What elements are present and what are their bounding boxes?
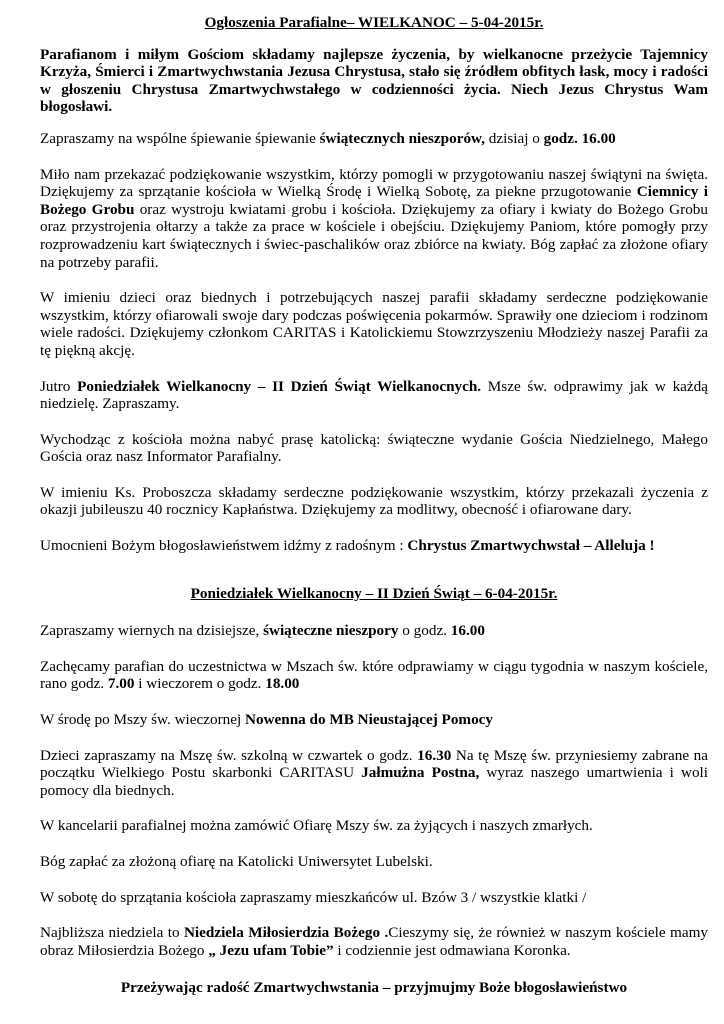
text: Dzieci zapraszamy na Mszę św. szkolną w czwartek o godz. (40, 746, 418, 764)
bold-text: 7.00 (107, 675, 135, 693)
bold-text: Jałmużna Postna, (361, 764, 480, 782)
bold-text: 18.00 (265, 675, 300, 693)
office-paragraph: W kancelarii parafialnej można zamówić Ofiarę Mszy św. za żyjących i naszych zmarłych. (40, 817, 593, 835)
bold-text: świąteczne nieszpory (263, 622, 399, 640)
children-mass-paragraph (40, 747, 708, 800)
bold-text: Poniedziałek Wielkanocny – II Dzień Świąt Wielkanocnych. (77, 377, 482, 395)
text: Zachęcamy parafian do uczestnictwa w Mszach św. które odprawiamy w ciągu tygodnia w naszym kościele, rano godz. (40, 657, 708, 693)
weekday-mass-paragraph (40, 658, 708, 693)
bold-text: Nowenna do MB Nieustającej Pomocy (244, 711, 494, 729)
text: Umocnieni Bożym błogosławieństwem idźmy z radośnym : (40, 537, 408, 555)
bold-text: 16.30 (417, 746, 452, 764)
bold-text: Niedziela Miłosierdzia Bożego . (183, 924, 389, 942)
vespers-announcement (40, 130, 708, 148)
blessing-paragraph (40, 537, 708, 555)
bold-text: 16.00 (450, 622, 485, 640)
press-paragraph: Wychodząc z kościoła można nabyć prasę katolicką: świąteczne wydanie Gościa Niedzielnego, Małego Gościa oraz nasz Informator Parafialny. (40, 430, 708, 466)
text: Zapraszamy wiernych na dzisiejsze, (40, 622, 264, 640)
text: Miło nam przekazać podziękowanie wszystkim, którzy pomogli w przygotowaniu naszej świątyni na święta. Dziękujemy za sprzątanie kościoła w Wielką Środę i Wielką Sobotę, za piekne przugotowanie (40, 165, 708, 201)
closing-line: Przeżywając radość Zmartwychwstania – przyjmujmy Boże błogosławieństwo (120, 979, 628, 997)
greeting-paragraph: Parafianom i miłym Gościom składamy najlepsze życzenia, by wielkanocne przeżycie Tajemnicy Krzyża, Śmierci i Zmartwychwstania Jezusa Chrystusa, stało się źródłem obfitych łask, mocy i radości w głoszeniu Chrystusa Zmartwychwstałego w codzienności życia. Niech Jezus Chrystus Wam błogosławi. (40, 45, 708, 116)
text: wyraz naszego umartwienia i woli pomocy dla biednych. (40, 764, 708, 799)
text: dzisiaj o (484, 129, 544, 147)
text: i wieczorem o godz. (134, 675, 266, 693)
bold-text: „ Jezu ufam Tobie” (208, 941, 334, 959)
bold-text: godz. 16.00 (543, 129, 616, 147)
text: Na tę Mszę św. przyniesiemy zabrane na początku Wielkiego Postu skarbonki CARITASU (40, 746, 708, 782)
vespers-invitation (40, 622, 708, 640)
novena-paragraph (40, 711, 708, 729)
text: Najbliższa niedziela to (40, 924, 184, 942)
easter-monday-paragraph (40, 378, 708, 413)
page-title: Ogłoszenia Parafialne– WIELKANOC – 5-04-2015r. (204, 14, 544, 31)
jubilee-paragraph: W imieniu Ks. Proboszcza składamy serdeczne podziękowanie wszystkim, którzy przekazali życzenia z okazji jubileuszu 40 rocznicy Kapłaństwa. Dziękujemy za modlitwy, obecność i ofiarowane dary. (40, 483, 708, 519)
text: W środę po Mszy św. wieczornej (40, 711, 245, 729)
thanks-paragraph (40, 166, 708, 272)
kul-offering-paragraph: Bóg zapłać za złożoną ofiarę na Katolicki Uniwersytet Lubelski. (40, 853, 433, 870)
bold-text: świątecznych nieszporów, (319, 129, 485, 147)
text: Msze św. odprawimy jak w każdą niedzielę. Zapraszamy. (40, 377, 708, 413)
divine-mercy-paragraph (40, 924, 708, 959)
bold-text: Chrystus Zmartwychwstał – Alleluja ! (407, 537, 655, 555)
cleaning-paragraph: W sobotę do sprzątania kościoła zapraszamy mieszkańców ul. Bzów 3 / wszystkie klatki / (40, 888, 587, 906)
section-title: Poniedziałek Wielkanocny – II Dzień Świąt – 6-04-2015r. (190, 584, 558, 602)
text: i codziennie jest odmawiana Koronka. (333, 941, 571, 959)
text: o godz. (398, 622, 451, 640)
text: Cieszymy się, że również w naszym kościele mamy obraz Miłosierdzia Bożego (40, 924, 709, 959)
text: oraz wystroju kwiatami grobu i kościoła. Dziękujemy za ofiary i kwiaty do Bożego Grobu oraz przystrojenia ołtarzy a także za prace w kościele i obejściu. Dziękujemy Paniom, które pomogły przy rozprowadzeniu kart świątecznych i świec-paschalików oraz zbiórce na kwiaty. Bóg zapłać za złożone ofiary na potrzeby parafii. (40, 200, 708, 271)
document-page (40, 14, 708, 997)
charity-paragraph: W imieniu dzieci oraz biednych i potrzebujących naszej parafii składamy serdeczne podziękowanie wszystkim, którzy ofiarowali swoje dary podczas poświęcenia pokarmów. Sprawiły one dzieciom i rodzinom wiele radości. Dziękujemy członkom CARITAS i Katolickiemu Stowzrzyszeniu Młodzieży naszej Parafii za tę piękną akcję. (40, 289, 708, 359)
bold-text: Ciemnicy i Bożego Grobu (40, 183, 708, 218)
text: Zapraszamy na wspólne śpiewanie śpiewanie (40, 129, 320, 147)
text: Jutro (40, 377, 78, 395)
